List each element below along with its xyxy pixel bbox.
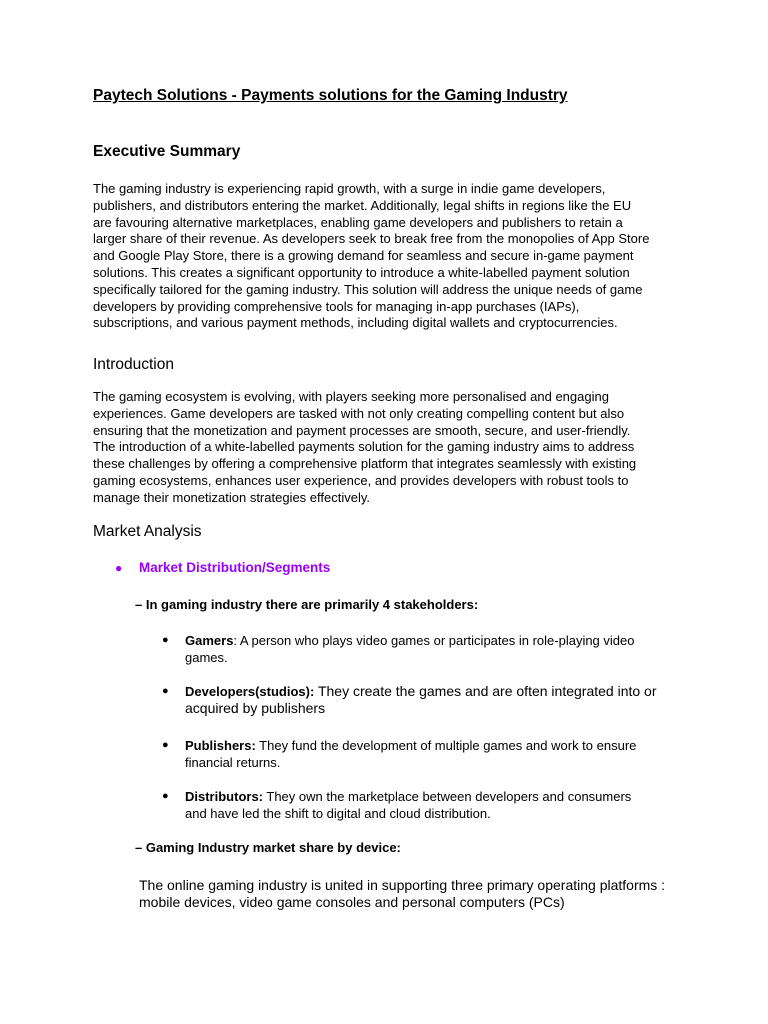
device-share-paragraph: [139, 877, 665, 911]
paragraph-line: The introduction of a white-labelled payments solution for the gaming industry aims to address: [93, 439, 635, 455]
paragraph-line: developers by providing comprehensive tools for managing in-app purchases (IAPs),: [93, 298, 580, 314]
paragraph-line: these challenges by offering a comprehensive platform that integrates seamlessly with existing: [93, 456, 637, 472]
stakeholder-description: They own the marketplace between developers and consumers: [263, 789, 632, 804]
stakeholder-description: : A person who plays video games or participates in role-playing video: [233, 633, 635, 648]
paragraph-line: manage their monetization strategies effectively.: [93, 489, 370, 505]
stakeholder-term: Distributors:: [185, 789, 263, 804]
stakeholder-description-cont: financial returns.: [185, 755, 281, 770]
paragraph-line: The online gaming industry is united in supporting three primary operating platforms :: [139, 877, 666, 893]
executive-summary-heading: Executive Summary: [93, 143, 241, 160]
bullet-icon: ●: [162, 634, 169, 646]
paragraph-line: experiences. Game developers are tasked with not only creating compelling content but also: [93, 405, 625, 421]
stakeholders-subheading: – In gaming industry there are primarily 4 stakeholders:: [135, 597, 479, 612]
stakeholder-description: They create the games and are often integrated into or: [314, 683, 657, 699]
stakeholder-term: Publishers:: [185, 738, 256, 753]
stakeholder-term: Gamers: [185, 633, 234, 648]
stakeholder-item-distributors: [162, 788, 682, 822]
executive-summary-paragraph: [93, 181, 683, 332]
paragraph-line: publishers, and distributors entering the market. Additionally, legal shifts in regions like the EU: [93, 197, 632, 213]
stakeholder-item-developers: [162, 683, 682, 717]
paragraph-line: larger share of their revenue. As developers seek to break free from the monopolies of App Store: [93, 231, 650, 247]
paragraph-line: mobile devices, video game consoles and personal computers (PCs): [139, 894, 565, 910]
paragraph-line: subscriptions, and various payment methods, including digital wallets and cryptocurrencies.: [93, 315, 618, 331]
bullet-icon: ●: [162, 685, 169, 697]
paragraph-line: The gaming ecosystem is evolving, with players seeking more personalised and engaging: [93, 389, 609, 404]
stakeholder-description-cont: games.: [185, 650, 228, 665]
paragraph-line: are favouring alternative marketplaces, enabling game developers and publishers to retain a: [93, 214, 623, 230]
paragraph-line: The gaming industry is experiencing rapid growth, with a surge in indie game developers,: [93, 181, 606, 196]
introduction-paragraph: [93, 389, 683, 507]
market-distribution-label: Market Distribution/Segments: [139, 560, 331, 575]
stakeholder-description-cont: acquired by publishers: [185, 700, 326, 716]
stakeholder-description: They fund the development of multiple games and work to ensure: [255, 738, 637, 753]
bullet-icon: ●: [115, 561, 123, 575]
stakeholder-item-gamers: [162, 632, 682, 666]
introduction-heading: Introduction: [93, 356, 174, 373]
stakeholder-term: Developers(studios):: [185, 684, 315, 699]
paragraph-line: gaming ecosystems, enhances user experience, and provides developers with robust tools to: [93, 472, 629, 488]
bullet-icon: ●: [162, 739, 169, 751]
paragraph-line: ensuring that the monetization and payment processes are smooth, secure, and user-friendly.: [93, 422, 631, 438]
market-analysis-heading: Market Analysis: [93, 523, 202, 540]
stakeholder-item-publishers: [162, 737, 682, 771]
paragraph-line: specifically tailored for the gaming industry. This solution will address the unique needs of game: [93, 281, 643, 297]
document-title: Paytech Solutions - Payments solutions for the Gaming Industry: [93, 87, 568, 104]
bullet-icon: ●: [162, 790, 169, 802]
paragraph-line: solutions. This creates a significant opportunity to introduce a white-labelled payment solution: [93, 264, 630, 280]
device-share-subheading: – Gaming Industry market share by device:: [135, 840, 401, 855]
paragraph-line: and Google Play Store, there is a growing demand for seamless and secure in-game payment: [93, 248, 634, 264]
market-distribution-bullet: [115, 560, 330, 575]
stakeholder-description-cont: and have led the shift to digital and cloud distribution.: [185, 806, 491, 821]
